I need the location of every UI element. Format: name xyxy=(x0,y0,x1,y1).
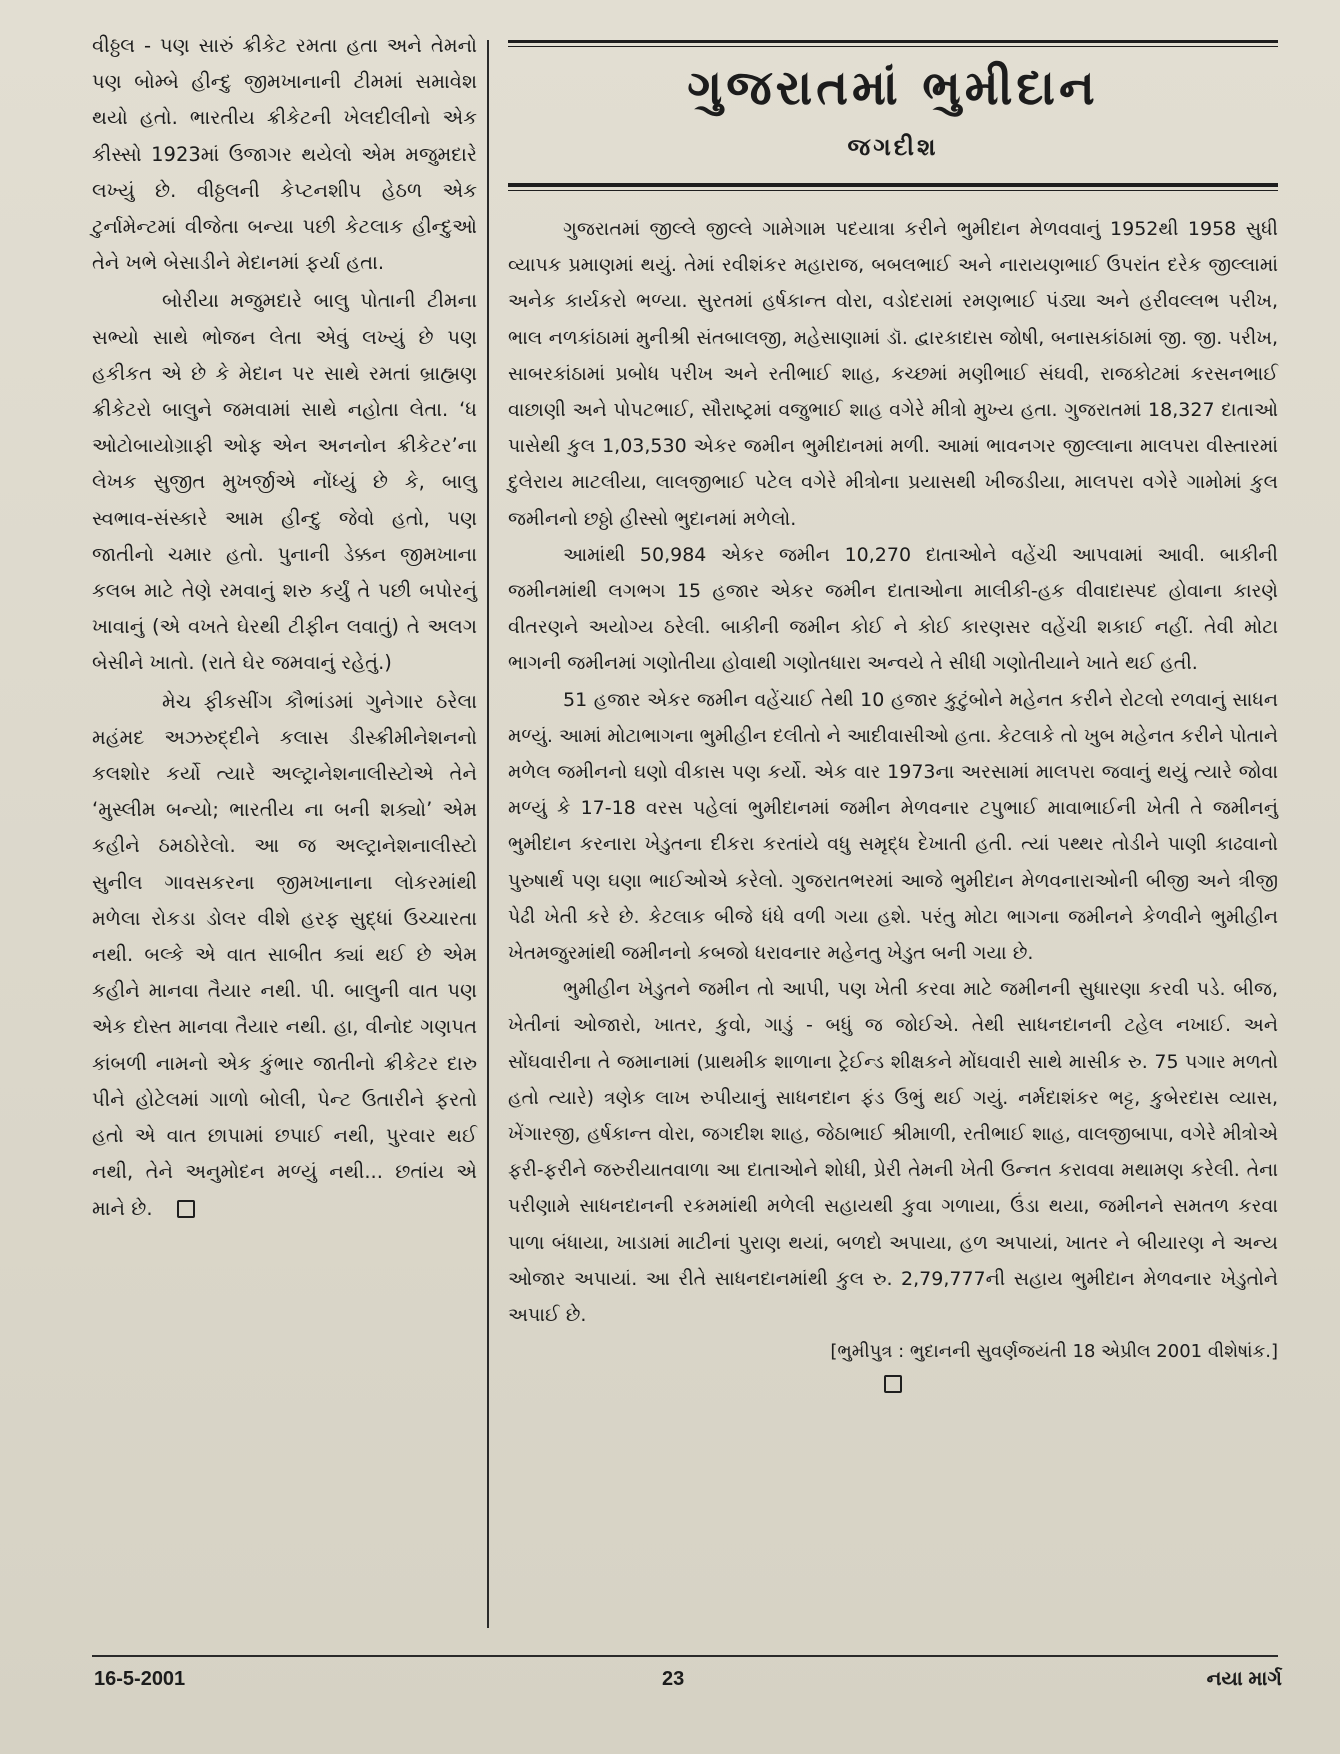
title-bottom-rule xyxy=(508,183,1278,191)
footer-rule xyxy=(92,1655,1278,1657)
end-mark-icon xyxy=(177,1200,195,1218)
footer-date: 16-5-2001 xyxy=(94,1668,186,1690)
left-paragraph-3 xyxy=(92,684,477,1227)
title-top-rule xyxy=(508,40,1278,43)
article-paragraph-3: 51 હજાર એકર જમીન વહેંચાઈ તેથી 10 હજાર કુટુંબોને મહેનત કરીને રોટલો રળવાનું સાધન મળ્યું. આમાં મોટાભાગના ભુમીહીન દલીતો ને આદીવાસીઓ હતા. કેટલાકે તો ખુબ મહેનત કરીને પોતાને મળેલ જમીનનો ઘણો વીકાસ પણ કર્યો. એક વાર 1973ના અરસામાં માલપરા જવાનું થયું ત્યારે જોવા મળ્યું કે 17-18 વરસ પહેલાં ભુમીદાનમાં જમીન મેળવનાર ટપુભાઈ માવાભાઈની ખેતી તે જમીનનું ભુમીદાન કરનારા ખેડુતના દીકરા કરતાંયે વધુ સમૃદ્ધ દેખાતી હતી. ત્યાં પથ્થર તોડીને પાણી કાઢવાનો પુરુષાર્થ પણ ઘણા ભાઈઓએ કરેલો. ગુજરાતભરમાં આજે ભુમીદાન મેળવનારાઓની બીજી અને ત્રીજી પેઢી ખેતી કરે છે. કેટલાક બીજે ધંધે વળી ગયા હશે. પરંતુ મોટા ભાગના જમીનને કેળવીને ભુમીહીન ખેતમજુરમાંથી જમીનનો કબજો ધરાવનાર મહેનતુ ખેડુત બની ગયા છે. xyxy=(508,688,1278,965)
article-end xyxy=(508,1373,1278,1393)
left-paragraph-1: વીઠ્ઠલ - પણ સારું ક્રીકેટ રમતા હતા અને તેમનો પણ બોમ્બે હીન્દુ જીમખાનાની ટીમમાં સમાવેશ થયો હતો. ભારતીય ક્રીકેટની ખેલદીલીનો એક કીસ્સો 1923માં ઉજાગર થયેલો એમ મજુમદારે લખ્યું છે. વીઠ્ઠલની કેપ્ટનશીપ હેઠળ એક ટુર્નામેન્ટમાં વીજેતા બન્યા પછી કેટલાક હીન્દુઓ તેને ખભે બેસાડીને મેદાનમાં ફર્યા હતા. xyxy=(92,34,477,275)
source-note: [ભુમીપુત્ર : ભુદાનની સુવર્ણજયંતી 18 એપ્રીલ 2001 વીશેષાંક.] xyxy=(830,1341,1278,1363)
left-paragraph-3-text: મેચ ફીકસીંગ કૌભાંડમાં ગુનેગાર ઠરેલા મહંમદ અઝરુદ્દીને કલાસ ડીસ્ક્રીમીનેશનનો કલશોર કર્યો ત્યારે અલ્ટ્રાનેશનાલીસ્ટોએ તેને ‘મુસ્લીમ બન્યો; ભારતીય ના બની શક્યો’ એમ કહીને ઠમઠોરેલો. આ જ અલ્ટ્રાનેશનાલીસ્ટો સુનીલ ગાવસકરના જીમખાનાના લોકરમાંથી મળેલા રોકડા ડોલર વીશે હરફ સુદ્ધાં ઉચ્ચારતા નથી. બલ્કે એ વાત સાબીત ક્યાં થઈ છે એમ કહીને માનવા તૈયાર નથી. પી. બાલુની વાત પણ એક દોસ્ત માનવા તૈયાર નથી. હા, વીનોદ ગણપત કાંબળી નામનો એક કુંભાર જાતીનો ક્રીકેટર દારુ પીને હોટેલમાં ગાળો બોલી, પેન્ટ ઉતારીને ફરતો હતો એ વાત છાપામાં છપાઈ નથી, પુરવાર થઈ નથી, તેને અનુમોદન મળ્યું નથી... છતાંય એ માને છે. xyxy=(92,689,477,1220)
article-paragraph-4: ભુમીહીન ખેડુતને જમીન તો આપી, પણ ખેતી કરવા માટે જમીનની સુધારણા કરવી પડે. બીજ, ખેતીનાં ઓજારો, ખાતર, કુવો, ગાડું - બધું જ જોઈએ. તેથી સાધનદાનની ટહેલ નખાઈ. અને સોંઘવારીના તે જમાનામાં (પ્રાથમીક શાળાના ટ્રેઈન્ડ શીક્ષકને મોંઘવારી સાથે માસીક રુ. 75 પગાર મળતો હતો ત્યારે) ત્રણેક લાખ રુપીયાનું સાધનદાન ફંડ ઉભું થઈ ગયું. નર્મદાશંકર ભટ્ટ, કુબેરદાસ વ્યાસ, ખેંગારજી, હર્ષકાન્ત વોરા, જગદીશ શાહ, જેઠાભાઈ શ્રીમાળી, રતીભાઈ શાહ, વાલજીબાપા, વગેરે મીત્રોએ ફરી-ફરીને જરુરીયાતવાળા આ દાતાઓને શોધી, પ્રેરી તેમની ખેતી ઉન્નત કરાવવા મથામણ કરેલી. તેના પરીણામે સાધનદાનની રકમમાંથી મળેલી સહાયથી કુવા ગળાયા, ઉંડા થયા, જમીનને સમતળ કરવા પાળા બંધાયા, ખાડામાં માટીનાં પુરાણ થયાં, બળદો અપાયા, હળ અપાયાં, ખાતર ને બીયારણ ને અન્ય ઓજાર અપાયાં. આ રીતે સાધનદાનમાંથી કુલ રુ. 2,79,777ની સહાય ભુમીદાન મેળવનાર ખેડુતોને અપાઈ છે. xyxy=(508,978,1278,1327)
end-mark-icon xyxy=(884,1375,902,1393)
column-divider xyxy=(487,40,489,1628)
article-body xyxy=(508,211,1278,1333)
article-paragraph-1: ગુજરાતમાં જીલ્લે જીલ્લે ગામેગામ પદયાત્રા કરીને ભુમીદાન મેળવવાનું 1952થી 1958 સુધી વ્યાપક પ્રમાણમાં થયું. તેમાં રવીશંકર મહારાજ, બબલભાઈ અને નારાયણભાઈ ઉપરાંત દરેક જીલ્લામાં અનેક કાર્યકરો ભળ્યા. સુરતમાં હર્ષકાન્ત વોરા, વડોદરામાં રમણભાઈ પંડ્યા અને હરીવલ્લભ પરીખ, ભાલ નળકાંઠામાં મુનીશ્રી સંતબાલજી, મહેસાણામાં ડૉ. દ્વારકાદાસ જોષી, બનાસકાંઠામાં જી. જી. પરીખ, સાબરકાંઠામાં પ્રબોધ પરીખ અને રતીભાઈ શાહ, કચ્છમાં મણીભાઈ સંઘવી, રાજકોટમાં કરસનભાઈ વાછાણી અને પોપટભાઈ, સૌરાષ્ટ્રમાં વજુભાઈ શાહ વગેરે મીત્રો મુખ્ય હતા. ગુજરાતમાં 18,327 દાતાઓ પાસેથી કુલ 1,03,530 એકર જમીન ભુમીદાનમાં મળી. આમાં ભાવનગર જીલ્લાના માલપરા વીસ્તારમાં દુલેરાય માટલીયા, લાલજીભાઈ પટેલ વગેરે મીત્રોના પ્રયાસથી ખીજડીયા, માલપરા વગેરે ગામોમાં કુલ જમીનનો છઠ્ઠો હીસ્સો ભુદાનમાં મળેલો. xyxy=(508,218,1278,530)
article-title: ગુજરાતમાં ભુમીદાન xyxy=(687,60,1099,116)
article-paragraph-2: આમાંથી 50,984 એકર જમીન 10,270 દાતાઓને વહેંચી આપવામાં આવી. બાકીની જમીનમાંથી લગભગ 15 હજાર એકર જમીન દાતાઓના માલીકી-હક વીવાદાસ્પદ હોવાના કારણે વીતરણને અયોગ્ય ઠરેલી. બાકીની જમીન કોઈ ને કોઈ કારણસર વહેંચી શકાઈ નહીં. તેવી મોટા ભાગની જમીનમાં ગણોતીયા હોવાથી ગણોતધારા અન્વયે તે સીધી ગણોતીયાને ખાતે થઈ હતી. xyxy=(508,543,1278,675)
footer-page-number: 23 xyxy=(662,1668,685,1690)
article-column xyxy=(508,40,1278,1393)
footer-magazine-name: નયા માર્ગ xyxy=(1206,1668,1282,1690)
title-top-rule-thin xyxy=(508,46,1278,47)
left-paragraph-2: બોરીયા મજુમદારે બાલુ પોતાની ટીમના સભ્યો સાથે ભોજન લેતા એવું લખ્યું છે પણ હકીકત એ છે કે મેદાન પર સાથે રમતાં બ્રાહ્મણ ક્રીકેટરો બાલુને જમવામાં સાથે નહોતા લેતા. ‘ધ ઓટોબાયોગ્રાફી ઓફ એન અનનોન ક્રીકેટર’ના લેખક સુજીત મુખર્જીએ નોંધ્યું છે કે, બાલુ સ્વભાવ-સંસ્કારે આમ હીન્દુ જેવો હતો, પણ જાતીનો ચમાર હતો. પુનાની ડેક્કન જીમખાના કલબ માટે તેણે રમવાનું શરુ કર્યું તે પછી બપોરનું ખાવાનું (એ વખતે ઘેરથી ટીફીન લવાતું) તે અલગ બેસીને ખાતો. (રાતે ઘેર જમવાનું રહેતું.) xyxy=(92,289,477,675)
article-author: જગદીશ xyxy=(847,133,939,161)
left-column-continued-article xyxy=(92,28,477,1658)
